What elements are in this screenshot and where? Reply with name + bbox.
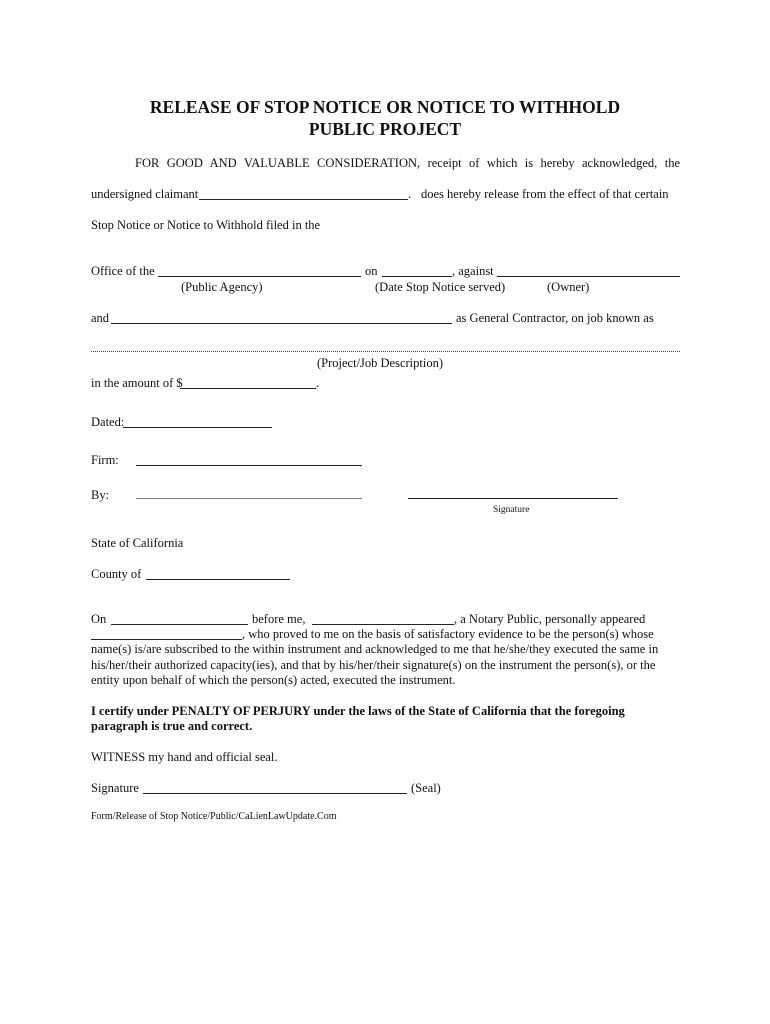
- project-description-field[interactable]: [91, 351, 680, 352]
- release-statement: does hereby release from the effect of that certain: [421, 187, 669, 201]
- by-field[interactable]: [136, 498, 362, 499]
- and-label: and: [91, 311, 110, 325]
- document-title-line2: PUBLIC PROJECT: [308, 119, 462, 139]
- firm-label: Firm:: [91, 453, 119, 467]
- on-label: on: [365, 264, 378, 278]
- dated-field[interactable]: [123, 427, 272, 428]
- perjury-line2: paragraph is true and correct.: [91, 719, 253, 733]
- footer-text: Form/Release of Stop Notice/Public/CaLienLawUpdate.Com: [91, 811, 337, 822]
- amount-field[interactable]: [180, 388, 316, 389]
- notary-public-text: , a Notary Public, personally appeared: [454, 612, 646, 626]
- seal-label: (Seal): [411, 781, 441, 795]
- claimant-label: undersigned claimant: [91, 187, 199, 201]
- notary-date-field[interactable]: [111, 624, 248, 625]
- notary-signature-label: Signature: [91, 781, 139, 795]
- office-label: Office of the: [91, 264, 155, 278]
- project-caption: (Project/Job Description): [317, 356, 444, 370]
- signature-caption: Signature: [493, 505, 530, 515]
- general-contractor-field[interactable]: [111, 323, 452, 324]
- notary-signature-field[interactable]: [143, 793, 407, 794]
- county-label: County of: [91, 567, 142, 581]
- general-contractor-label: as General Contractor, on job known as: [456, 311, 654, 325]
- county-field[interactable]: [146, 579, 290, 580]
- owner-field[interactable]: [497, 276, 680, 277]
- against-label: , against: [452, 264, 494, 278]
- amount-period: .: [316, 376, 320, 390]
- dated-label: Dated:: [91, 415, 125, 429]
- state-label: State of California: [91, 536, 184, 550]
- notary-line5: entity upon behalf of which the person(s) acted, executed the instrument.: [91, 673, 456, 687]
- before-me-label: before me,: [252, 612, 306, 626]
- stop-notice-line: Stop Notice or Notice to Withhold filed in the: [91, 218, 321, 232]
- by-label: By:: [91, 488, 110, 502]
- firm-field[interactable]: [136, 465, 362, 466]
- appeared-person-field[interactable]: [91, 639, 242, 640]
- public-agency-caption: (Public Agency): [181, 280, 263, 294]
- witness-text: WITNESS my hand and official seal.: [91, 750, 278, 764]
- owner-caption: (Owner): [547, 280, 590, 294]
- notary-line3: name(s) is/are subscribed to the within instrument and acknowledged to me that he/she/they executed the same in: [91, 642, 659, 656]
- notary-line2: , who proved to me on the basis of satisfactory evidence to be the person(s) whose: [242, 627, 654, 641]
- claimant-field[interactable]: [199, 199, 408, 200]
- notary-line4: his/her/their authorized capacity(ies), and that by his/her/their signature(s) on the instrument the person(s), or the: [91, 658, 656, 672]
- perjury-line1: I certify under PENALTY OF PERJURY under the laws of the State of California that the foregoing: [91, 704, 625, 718]
- notary-name-field[interactable]: [312, 624, 454, 625]
- amount-label: in the amount of $: [91, 376, 183, 390]
- signature-field[interactable]: [408, 498, 618, 499]
- document-title-line1: RELEASE OF STOP NOTICE OR NOTICE TO WITHHOLD: [149, 97, 621, 117]
- public-agency-field[interactable]: [158, 276, 361, 277]
- notary-on-label: On: [91, 612, 107, 626]
- consideration-line: FOR GOOD AND VALUABLE CONSIDERATION, receipt of which is hereby acknowledged, the: [135, 156, 680, 170]
- claimant-period: .: [408, 187, 412, 201]
- date-served-field[interactable]: [382, 276, 452, 277]
- date-served-caption: (Date Stop Notice served): [375, 280, 506, 294]
